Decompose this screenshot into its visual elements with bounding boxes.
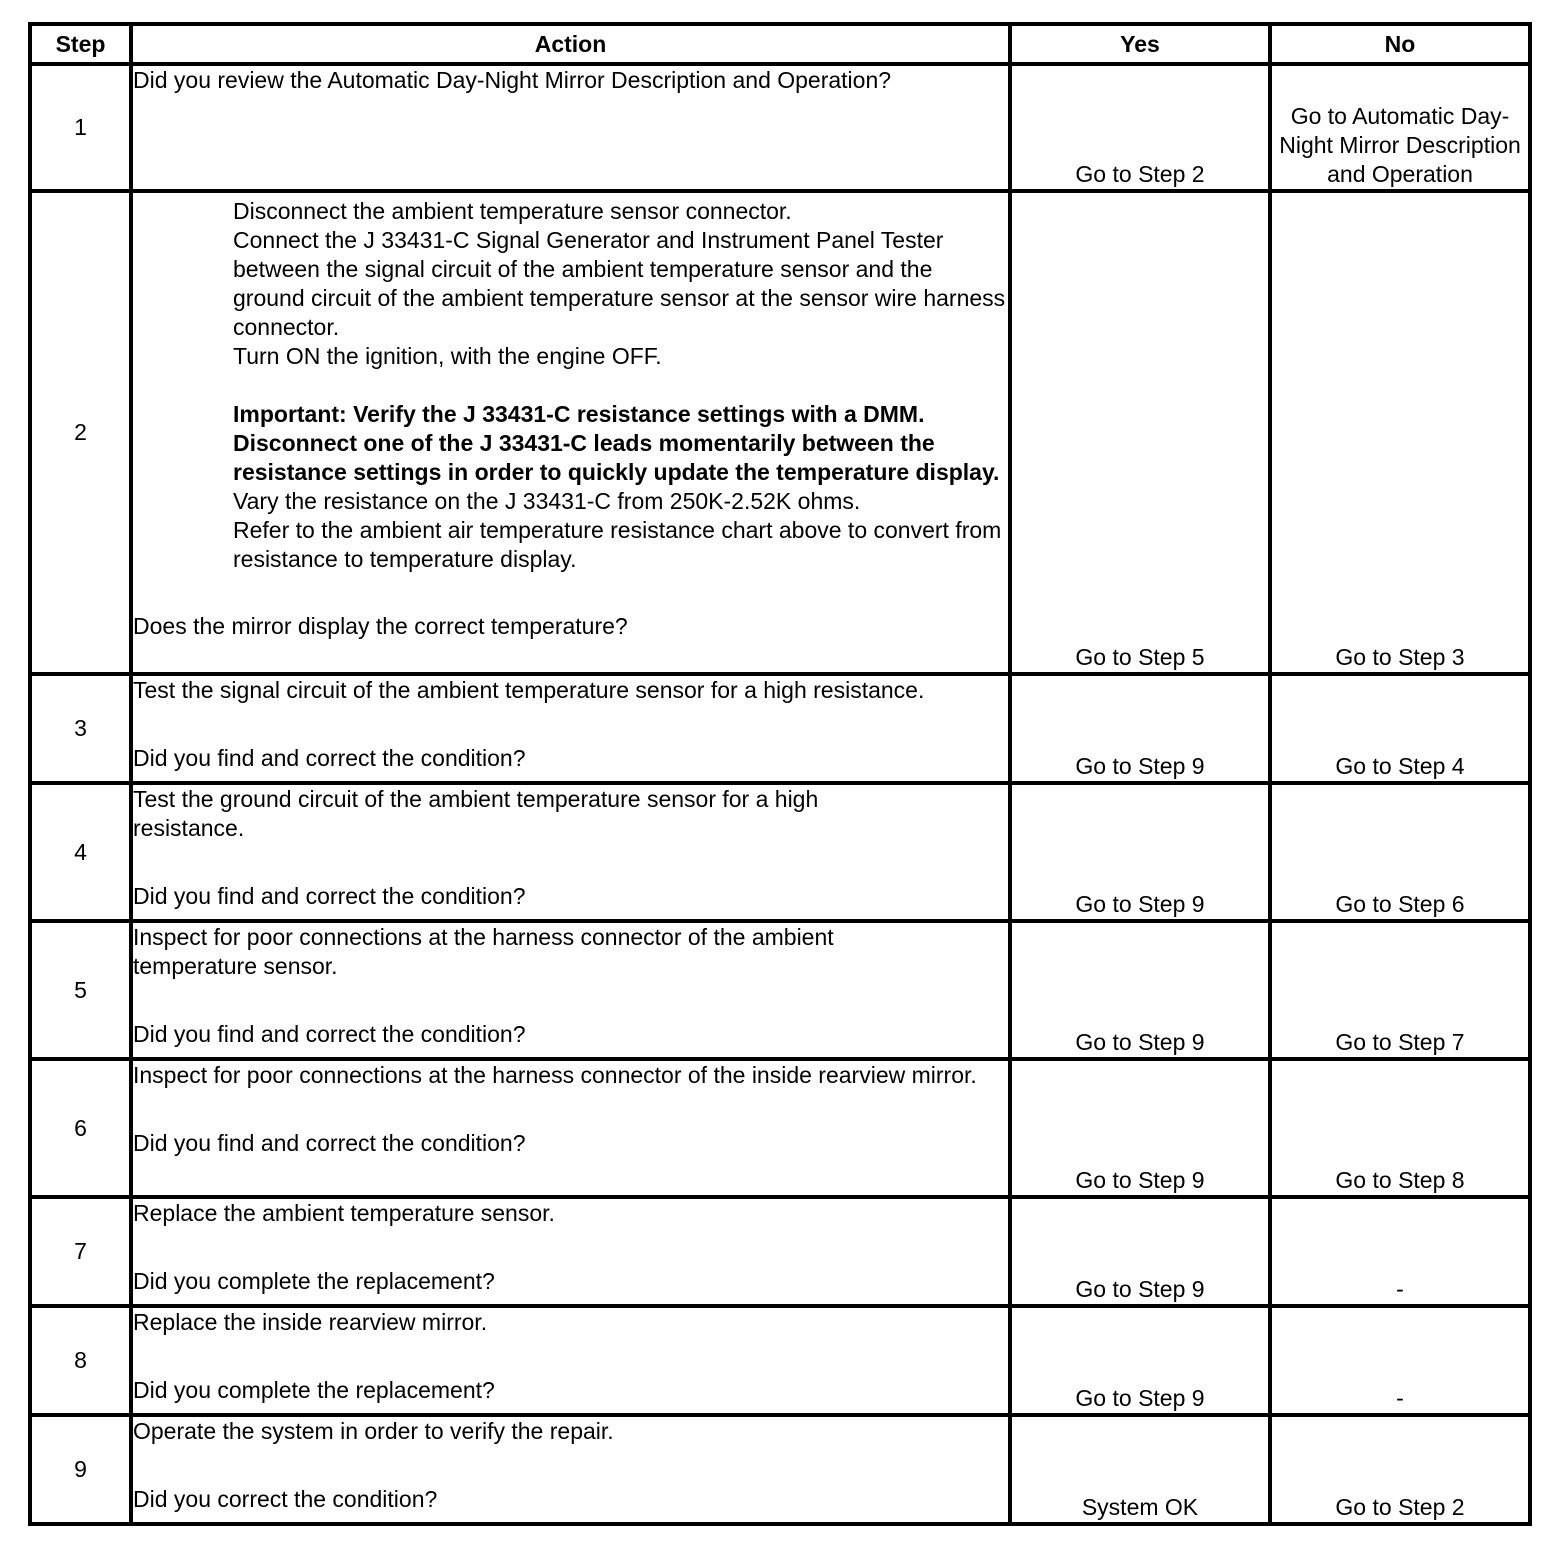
action-text: Did you review the Automatic Day-Night Mirror Description and Operation?: [133, 67, 892, 93]
question-text: Did you find and correct the condition?: [133, 1021, 526, 1047]
table-row: [30, 191, 1530, 674]
step-number: 4: [30, 783, 131, 921]
no-cell: -: [1270, 1197, 1530, 1306]
action-cell: [131, 64, 1010, 191]
table-row: [30, 783, 1530, 921]
question-text: Did you complete the replacement?: [133, 1268, 495, 1294]
step-number: 3: [30, 674, 131, 783]
step-number: 6: [30, 1059, 131, 1197]
table-row: [30, 1306, 1530, 1415]
action-cell: [131, 921, 1010, 1059]
no-cell: -: [1270, 1306, 1530, 1415]
yes-cell: Go to Step 9: [1010, 783, 1270, 921]
action-cell: [131, 1306, 1010, 1415]
yes-cell: Go to Step 5: [1010, 191, 1270, 674]
yes-cell: Go to Step 2: [1010, 64, 1270, 191]
yes-cell: Go to Step 9: [1010, 674, 1270, 783]
yes-cell: Go to Step 9: [1010, 1197, 1270, 1306]
header-row: [30, 24, 1530, 64]
action-cell: [131, 674, 1010, 783]
header-no: No: [1270, 24, 1530, 64]
action-cell: [131, 1059, 1010, 1197]
action-text: Operate the system in order to verify the repair.: [133, 1418, 614, 1444]
action-text: Inspect for poor connections at the harness connector of the ambient temperature sensor.: [133, 924, 834, 979]
step-number: 8: [30, 1306, 131, 1415]
table-row: [30, 674, 1530, 783]
yes-cell: Go to Step 9: [1010, 921, 1270, 1059]
important-note: Important: Verify the J 33431-C resistance settings with a DMM. Disconnect one of the J 33431-C leads momentarily between the resistance settings in order to quickly update the temperature display.: [233, 401, 1000, 485]
step-number: 7: [30, 1197, 131, 1306]
table-row: [30, 1415, 1530, 1524]
question-text: Did you find and correct the condition?: [133, 883, 526, 909]
no-cell: Go to Automatic Day-Night Mirror Description and Operation: [1270, 64, 1530, 191]
action-cell: [131, 1197, 1010, 1306]
instruction-text: Refer to the ambient air temperature resistance chart above to convert from resistance to temperature display.: [233, 517, 1002, 572]
action-text: Test the signal circuit of the ambient temperature sensor for a high resistance.: [133, 677, 925, 703]
step-number: 1: [30, 64, 131, 191]
no-cell: Go to Step 8: [1270, 1059, 1530, 1197]
action-text: Replace the inside rearview mirror.: [133, 1309, 488, 1335]
diagnostic-table: [28, 22, 1532, 1526]
action-text: Replace the ambient temperature sensor.: [133, 1200, 555, 1226]
no-cell: Go to Step 4: [1270, 674, 1530, 783]
yes-cell: Go to Step 9: [1010, 1059, 1270, 1197]
action-cell: [131, 783, 1010, 921]
instruction-text: Connect the J 33431-C Signal Generator and Instrument Panel Tester between the signal circuit of the ambient temperature sensor and the ground circuit of the ambient temperature sensor at the sensor wire harness connector.: [233, 227, 1006, 340]
action-text: Inspect for poor connections at the harness connector of the inside rearview mirror.: [133, 1062, 977, 1088]
instruction-text: Disconnect the ambient temperature sensor connector.: [233, 198, 792, 224]
table-row: [30, 64, 1530, 191]
no-cell: Go to Step 3: [1270, 191, 1530, 674]
no-cell: Go to Step 6: [1270, 783, 1530, 921]
action-text: Test the ground circuit of the ambient temperature sensor for a high resistance.: [133, 786, 819, 841]
table-row: [30, 1059, 1530, 1197]
header-yes: Yes: [1010, 24, 1270, 64]
question-text: Does the mirror display the correct temperature?: [133, 613, 628, 639]
step-number: 5: [30, 921, 131, 1059]
no-cell: Go to Step 2: [1270, 1415, 1530, 1524]
question-text: Did you find and correct the condition?: [133, 1130, 526, 1156]
question-text: Did you find and correct the condition?: [133, 745, 526, 771]
yes-cell: Go to Step 9: [1010, 1306, 1270, 1415]
header-action: Action: [131, 24, 1010, 64]
action-cell: [131, 1415, 1010, 1524]
step-number: 9: [30, 1415, 131, 1524]
yes-cell: System OK: [1010, 1415, 1270, 1524]
header-step: Step: [30, 24, 131, 64]
question-text: Did you correct the condition?: [133, 1486, 438, 1512]
instruction-text: Turn ON the ignition, with the engine OFF.: [233, 343, 662, 369]
instruction-text: Vary the resistance on the J 33431-C from 250K-2.52K ohms.: [233, 488, 861, 514]
question-text: Did you complete the replacement?: [133, 1377, 495, 1403]
action-cell: [131, 191, 1010, 674]
no-cell: Go to Step 7: [1270, 921, 1530, 1059]
step-number: 2: [30, 191, 131, 674]
table-row: [30, 921, 1530, 1059]
table-row: [30, 1197, 1530, 1306]
